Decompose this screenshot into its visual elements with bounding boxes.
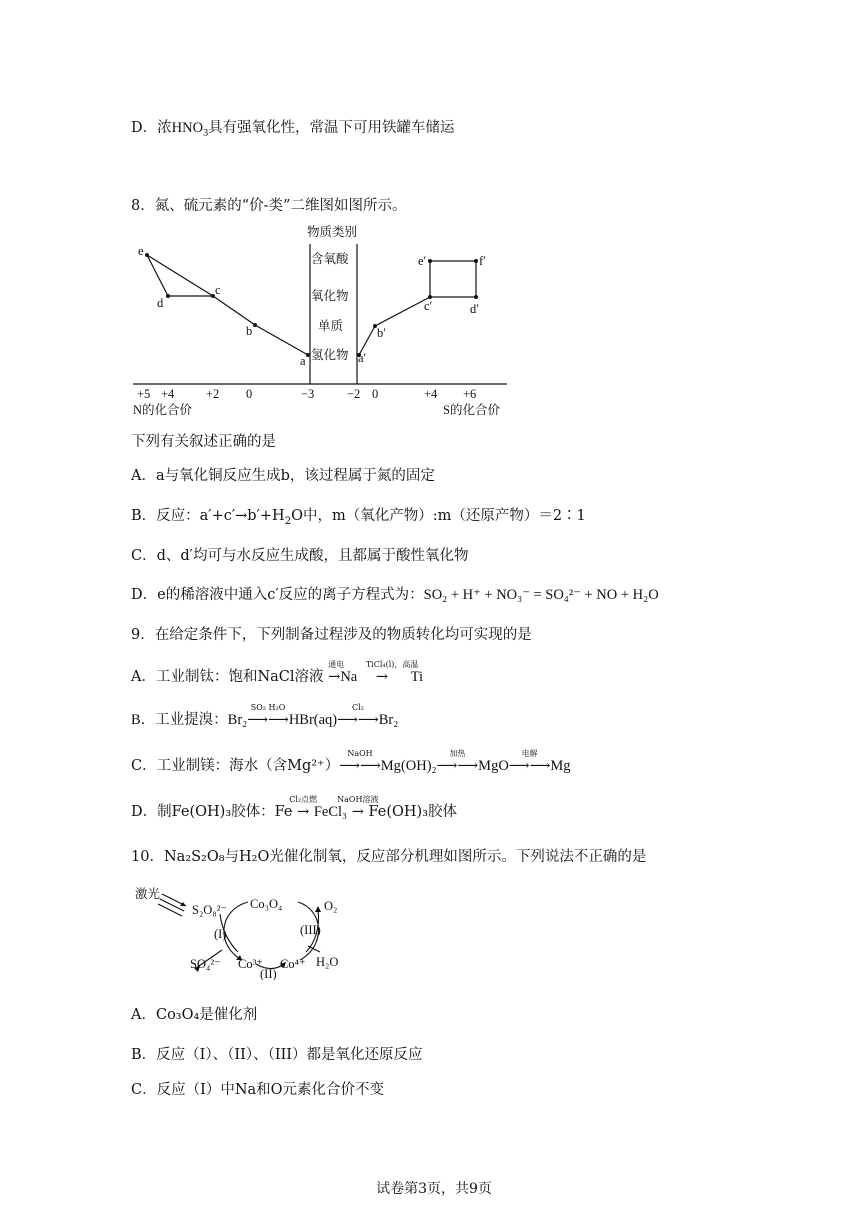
q10-option-b: B．反应（I）、（II）、（III）都是氧化还原反应 (131, 1047, 423, 1063)
q9-option-a: A．工业制钛：饱和NaCl溶液 通电 →Na TiCl₄(l)，高温 → Ti (131, 660, 423, 685)
q10-option-c: C．反应（I）中Na和O元素化合价不变 (131, 1082, 385, 1098)
point-e-prime (428, 259, 432, 263)
n-path-line (147, 255, 308, 355)
so4-label: SO₄²⁻ (190, 957, 221, 971)
s-tick-0: 0 (372, 387, 379, 401)
point-d (166, 294, 170, 298)
n-tick-minus3: −3 (301, 387, 315, 401)
step3-label: (III) (300, 923, 321, 937)
q10-mechanism-diagram (130, 880, 360, 980)
label-b-prime: b′ (377, 326, 386, 340)
n-tick-0: 0 (246, 387, 253, 401)
point-f-prime (474, 259, 478, 263)
q10-stem: 10．Na₂S₂O₈与H₂O光催化制氧，反应部分机理如图所示。下列说法不正确的是 (131, 849, 647, 865)
s-tick-plus4: +4 (424, 387, 438, 401)
label-d-prime: d′ (470, 302, 479, 316)
category-oxyacid: 含氧酸 (311, 252, 349, 266)
q9-option-d: D．制Fe(OH)₃胶体：Fe Cl₂点燃 → FeCl₃ NaOH溶液 → Fe(OH)₃胶体 (131, 795, 458, 820)
step1-label: (I) (214, 927, 227, 941)
page-footer: 试卷第3页，共9页 (376, 1181, 492, 1197)
q8-option-d: D．e的稀溶液中通入c′反应的离子方程式为：SO₂ + H⁺ + NO₃⁻ = SO₄²⁻ + NO + H₂O (131, 587, 659, 603)
laser-label: 激光 (135, 887, 161, 901)
q8-option-c: C．d、d′均可与水反应生成酸，且都属于酸性氧化物 (131, 548, 469, 564)
s-axis-label: S的化合价 (443, 403, 500, 417)
arrow-naoh: NaOH ⟶⟶ (339, 749, 381, 774)
q8-valence-class-diagram (125, 222, 515, 422)
s-tick-plus6: +6 (463, 387, 477, 401)
q8-option-b: B．反应：$a'+c'\to b'+H_2O$中，m（氧化产物）:m（还原产物）＝2∶1 (131, 508, 586, 527)
category-oxide: 氧化物 (311, 289, 349, 303)
arrow-naoh-solution: NaOH溶液 → (337, 795, 379, 820)
s-b-c-line (375, 297, 430, 326)
s2o8-label: S₂O₈²⁻ (192, 903, 228, 917)
q9-option-b: B．工业提溴：Br₂ SO₂ H₂O ⟶⟶HBr(aq) Cl₂ ⟶⟶Br₂ (131, 703, 399, 728)
q9-option-c: C．工业制镁：海水（含Mg²⁺） NaOH ⟶⟶Mg(OH)₂ 加热 ⟶⟶MgO 电解 ⟶⟶Mg (131, 749, 571, 774)
category-element: 单质 (318, 319, 344, 333)
co4-label: Co⁴⁺ (280, 957, 306, 971)
q7-option-d: D．浓$HNO_3$具有强氧化性，常温下可用铁罐车储运 (131, 120, 455, 139)
step2-label: (II) (260, 967, 277, 980)
point-d-prime (474, 295, 478, 299)
center-title: 物质类别 (307, 225, 358, 239)
co3o4-label: Co₃O₄ (250, 897, 283, 911)
arrow-cl2: Cl₂ ⟶⟶ (337, 703, 379, 728)
category-hydride: 氢化物 (311, 348, 349, 362)
label-f-prime: f′ (479, 254, 486, 268)
q8-prompt: 下列有关叙述正确的是 (131, 434, 276, 450)
label-c-prime-lower: c′ (424, 299, 433, 313)
n-tick-plus2: +2 (206, 387, 220, 401)
label-a-prime: a′ (358, 351, 367, 365)
n-tick-plus5: +5 (137, 387, 151, 401)
label-b: b (246, 324, 253, 338)
q10-option-a: A．Co₃O₄是催化剂 (131, 1007, 258, 1023)
arrow-ticl4: TiCl₄(l)，高温 → (365, 660, 419, 685)
o2-label: O₂ (324, 899, 338, 913)
q8-stem: 8．氮、硫元素的“价-类”二维图如图所示。 (131, 198, 407, 214)
n-tick-plus4: +4 (161, 387, 175, 401)
s-tick-minus2: −2 (347, 387, 361, 401)
label-e: e (138, 244, 144, 258)
arrow-heat: 加热 ⟶⟶ (436, 749, 479, 774)
point-a (306, 353, 310, 357)
point-e (145, 253, 149, 257)
arrow-so2: SO₂ H₂O ⟶⟶ (247, 703, 289, 728)
label-a: a (300, 354, 306, 368)
point-b (253, 323, 257, 327)
q8-option-a: A．a与氧化铜反应生成b，该过程属于氮的固定 (131, 468, 435, 484)
arrow-cl2-ignite: Cl₂点燃 → (289, 795, 318, 820)
co3-label: Co³⁺ (238, 957, 263, 971)
h2o-label: H₂O (316, 955, 339, 969)
q9-stem: 9．在给定条件下，下列制备过程涉及的物质转化均可实现的是 (131, 627, 532, 643)
s-rect-box (430, 261, 476, 297)
label-d: d (157, 296, 164, 310)
label-e-prime: e′ (418, 254, 427, 268)
label-c: c (215, 283, 221, 297)
n-axis-label: N的化合价 (133, 403, 193, 417)
arrow-electrolysis-mg: 电解 ⟶⟶ (508, 749, 551, 774)
arrow-electrolysis: 通电 → (328, 660, 345, 685)
